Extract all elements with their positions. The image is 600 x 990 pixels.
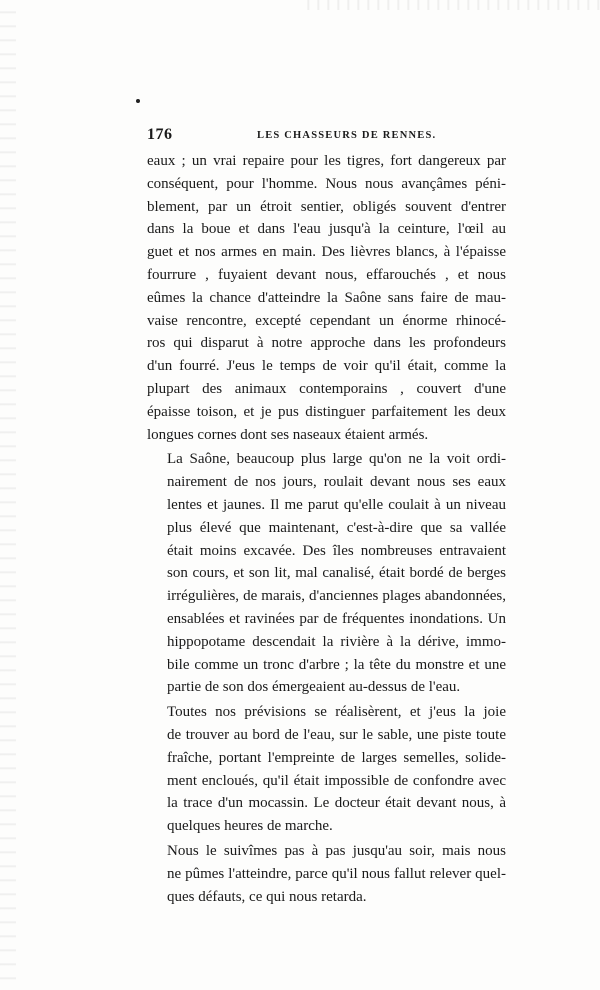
text-line: blement, par un étroit sentier, obligés souvent d'entrer [147, 198, 506, 215]
page-number: 176 [147, 126, 173, 143]
text-line: fourrure , fuyaient devant nous, effarouchés , et nous [147, 266, 506, 283]
running-title: LES CHASSEURS DE RENNES. [257, 130, 437, 141]
text-line: plupart des animaux contemporains , couvert d'une [147, 380, 506, 397]
body-text [147, 150, 506, 908]
text-line: était moins excavée. Des îles nombreuses entravaient [167, 542, 506, 559]
scan-edge-top [300, 0, 600, 10]
text-line: Toutes nos prévisions se réalisèrent, et j'eus la joie [167, 704, 506, 721]
text-line: ques défauts, ce qui nous retarda. [167, 888, 367, 905]
text-line: dans la boue et dans l'eau jusqu'à la ceinture, l'œil au [147, 221, 506, 238]
paragraph [147, 701, 506, 838]
text-line: hippopotame descendait la rivière à la dérive, immo- [167, 633, 506, 650]
text-line: d'un fourré. J'eus le temps de voir qu'il était, comme la [147, 358, 506, 375]
text-line: vaise rencontre, excepté cependant un énorme rhinocé- [147, 312, 506, 329]
text-line: eaux ; un vrai repaire pour les tigres, fort dangereux par [147, 153, 506, 169]
text-line: irrégulières, de marais, d'anciennes plages abandonnées, [167, 588, 506, 605]
paragraph [147, 448, 506, 699]
text-line: Nous le suivîmes pas à pas jusqu'au soir, mais nous [167, 842, 506, 859]
text-line: son cours, et son lit, mal canalisé, était bordé de berges [167, 565, 506, 582]
text-line: ensablées et ravinées par de fréquentes inondations. Un [167, 610, 506, 627]
paragraph [147, 840, 506, 908]
text-line: guet et nos armes en main. Des lièvres blancs, à l'épaisse [147, 244, 506, 261]
scan-edge-left [0, 0, 16, 990]
text-line: nairement de nos jours, roulait devant nous ses eaux [167, 474, 506, 491]
text-line: bile comme un tronc d'arbre ; la tête du monstre et une [167, 656, 506, 673]
text-line: conséquent, pour l'homme. Nous nous avançâmes péni- [147, 175, 506, 192]
page-header [147, 126, 502, 148]
text-line: fraîche, portant l'empreinte de larges semelles, solide- [167, 749, 506, 766]
text-line: ne pûmes l'atteindre, parce qu'il nous fallut relever quel- [167, 865, 506, 882]
text-line: quelques heures de marche. [167, 818, 333, 835]
text-line: ros qui disparut à notre approche dans les profondeurs [147, 335, 506, 352]
text-line: épaisse toison, et je pus distinguer parfaitement les deux [147, 403, 506, 420]
text-line: La Saône, beaucoup plus large qu'on ne la voit ordi- [167, 451, 506, 468]
text-line: de trouver au bord de l'eau, sur le sable, une piste toute [167, 726, 506, 743]
text-line: lentes et jaunes. Il me parut qu'elle coulait à un niveau [167, 496, 506, 513]
text-line: ment encloués, qu'il était impossible de confondre avec [167, 772, 506, 789]
ink-dot [136, 99, 140, 103]
text-line: partie de son dos émergeaient au-dessus de l'eau. [167, 679, 461, 696]
paragraph [147, 150, 506, 446]
text-line: eûmes la chance d'atteindre la Saône sans faire de mau- [147, 289, 506, 306]
text-line: plus élevé que maintenant, c'est-à-dire que sa vallée [167, 519, 506, 536]
text-line: la trace d'un mocassin. Le docteur était devant nous, à [167, 795, 506, 812]
text-line: longues cornes dont ses naseaux étaient armés. [147, 426, 429, 443]
